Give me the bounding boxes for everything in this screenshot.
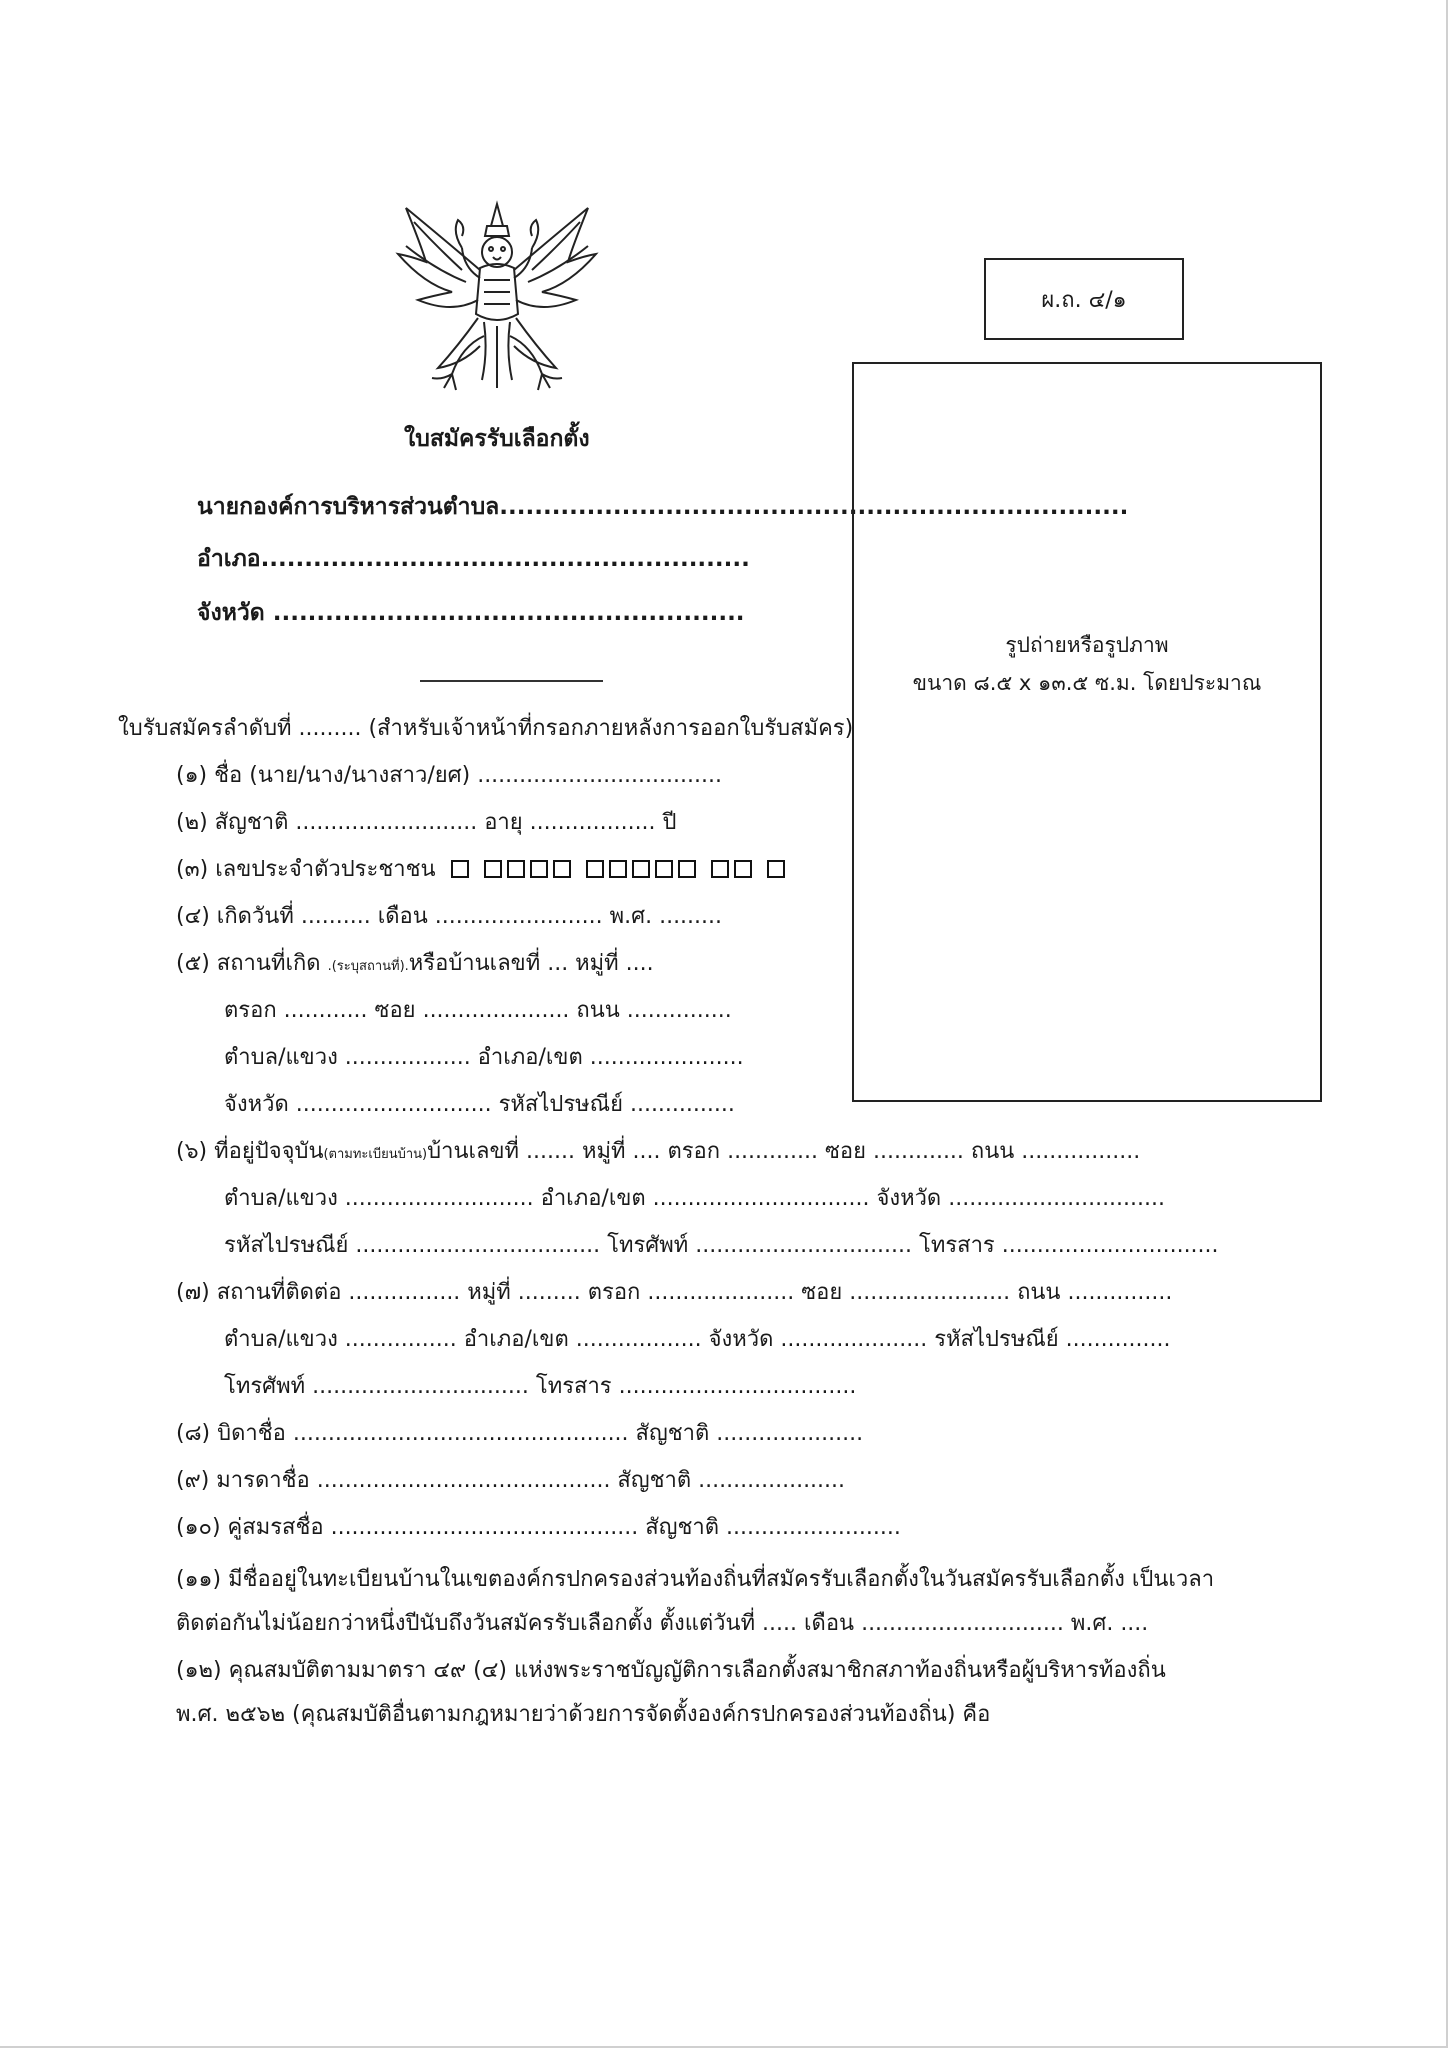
item-2-nationality-age: (๒) สัญชาติ .......................... อายุ .................. ปี: [176, 810, 677, 835]
item-6-label: (๖) ที่อยู่ปัจจุบัน: [176, 1139, 324, 1164]
item-11-line-2: ติดต่อกันไม่น้อยกว่าหนึ่งปีนับถึงวันสมัครรับเลือกตั้ง ตั้งแต่วันที่ ..... เดือน ............................. พ.ศ. ....: [176, 1611, 1149, 1636]
item-6-house-no: บ้านเลขที่ ....... หมู่ที่ .... ตรอก ............. ซอย ............. ถนน .................: [427, 1139, 1141, 1164]
item-5-house-no: หรือบ้านเลขที่ ... หมู่ที่ ....: [408, 951, 654, 976]
item-7-line-2: ตำบล/แขวง ................ อำเภอ/เขต .................. จังหวัด ..................... รหัสไปรษณีย์ ...............: [224, 1327, 1171, 1352]
item-3-label: (๓) เลขประจำตัวประชาชน: [176, 857, 436, 882]
form-code-box: [984, 258, 1184, 340]
item-7-line-3: โทรศัพท์ ............................... โทรสาร ..................................: [224, 1374, 857, 1399]
header-field-tambon: นายกองค์การบริหารส่วนตำบล........................................................................: [197, 494, 1129, 520]
item-7-contact-address: (๗) สถานที่ติดต่อ ................ หมู่ที่ ......... ตรอก ..................... ซอย ....................... ถนน ...............: [176, 1280, 1173, 1305]
item-3-id-number: [176, 855, 790, 885]
item-5-line-2: ตรอก ............ ซอย ..................... ถนน ...............: [224, 998, 732, 1023]
item-10-spouse: (๑๐) คู่สมรสชื่อ ............................................ สัญชาติ .........................: [176, 1515, 901, 1540]
header-field-province: จังหวัด ......................................................: [197, 600, 745, 626]
photo-caption-line-2: ขนาด ๘.๕ x ๑๓.๕ ซ.ม. โดยประมาณ: [912, 671, 1262, 695]
item-6-line-3: รหัสไปรษณีย์ ................................... โทรศัพท์ ............................... โทรสาร ...............................: [224, 1233, 1219, 1258]
item-5-note: .(ระบุสถานที่).: [327, 959, 409, 974]
item-5-birthplace: [176, 949, 654, 982]
item-9-mother: (๙) มารดาชื่อ .......................................... สัญชาติ .....................: [176, 1468, 846, 1493]
garuda-emblem: [392, 196, 602, 396]
item-5-line-4: จังหวัด ............................ รหัสไปรษณีย์ ...............: [224, 1092, 735, 1117]
item-4-birth-date: (๔) เกิดวันที่ .......... เดือน ........................ พ.ศ. .........: [176, 904, 723, 929]
item-8-father: (๘) บิดาชื่อ ................................................ สัญชาติ .....................: [176, 1421, 864, 1446]
form-title: ใบสมัครรับเลือกตั้ง: [404, 426, 590, 452]
item-6-current-address: [176, 1137, 1140, 1170]
item-1-name: (๑) ชื่อ (นาย/นาง/นางสาว/ยศ) ...................................: [176, 763, 722, 788]
item-6-line-2: ตำบล/แขวง ........................... อำเภอ/เขต ............................... จังหวัด ...............................: [224, 1186, 1166, 1211]
title-underline: [420, 680, 603, 682]
application-number-line: ใบรับสมัครลำดับที่ ......... (สำหรับเจ้าหน้าที่กรอกภายหลังการออกใบรับสมัคร): [118, 716, 854, 741]
item-5-label: (๕) สถานที่เกิด: [176, 951, 321, 976]
header-field-amphoe: อำเภอ........................................................: [197, 546, 750, 572]
photo-caption: [854, 626, 1320, 702]
photo-caption-line-1: รูปถ่ายหรือรูปภาพ: [1005, 633, 1169, 657]
form-code: ผ.ถ. ๔/๑: [1041, 287, 1127, 313]
item-12-line-2: พ.ศ. ๒๕๖๒ (คุณสมบัติอื่นตามกฎหมายว่าด้วยการจัดตั้งองค์กรปกครองส่วนท้องถิ่น) คือ: [176, 1702, 991, 1727]
item-6-note: (ตามทะเบียนบ้าน): [323, 1147, 428, 1162]
id-number-boxes: [451, 857, 790, 882]
item-5-line-3: ตำบล/แขวง .................. อำเภอ/เขต ......................: [224, 1045, 744, 1070]
photo-box: [852, 362, 1322, 1102]
item-12-line-1: (๑๒) คุณสมบัติตามมาตรา ๔๙ (๔) แห่งพระราชบัญญัติการเลือกตั้งสมาชิกสภาท้องถิ่นหรือผู้บริหารท้องถิ่น: [176, 1658, 1166, 1683]
item-11-line-1: (๑๑) มีชื่ออยู่ในทะเบียนบ้านในเขตองค์กรปกครองส่วนท้องถิ่นที่สมัครรับเลือกตั้งในวันสมัครรับเลือกตั้ง เป็นเวลา: [176, 1567, 1215, 1592]
